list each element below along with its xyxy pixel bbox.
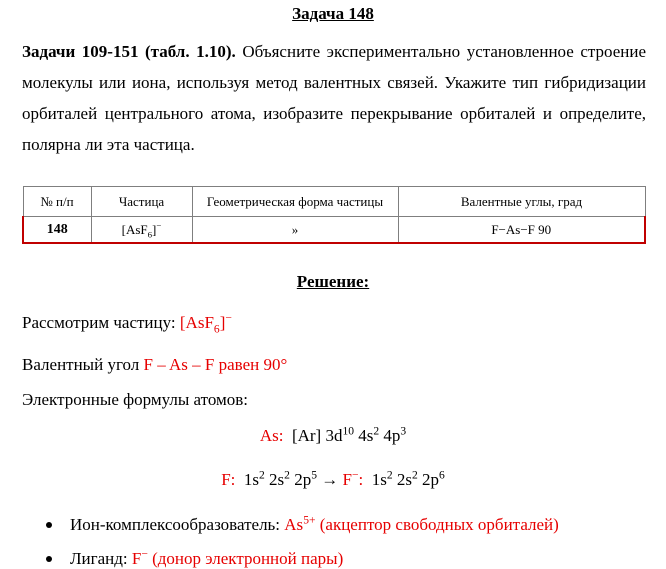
cell-angles: F−As−F 90 [398,217,645,244]
cell-number: 148 [23,217,91,244]
as-electron-formula: As: [Ar] $3d^{10}$ $4s^2$ $4p^3$ [259,424,407,445]
angle-line: Валентный угол F – As – F равен 90° [22,355,288,374]
task-body: Объясните экспериментально установленное строение молекулы или иона, используя метод валентных связей. Укажите тип гибридизации орбиталей центрального атома, изобразите перекрывание орбиталей и определите, полярна ли эта частица. [22,42,646,154]
bullet-icon [46,556,52,562]
table-header-row [23,187,645,217]
task-title: Задача 148 [292,4,374,23]
header-shape: Геометрическая форма частицы [192,187,398,217]
f-electron-formula: F: $1s^2$ $2s^2$ $2p^5 \to F^-$: $1s^2$ $2s^2$ $2p^6$ [221,468,445,489]
solution-heading: Решение: [296,272,370,291]
task-lead: Задачи 109-151 (табл. 1.10). [22,42,236,61]
cell-shape: » [192,217,398,244]
consider-line: Рассмотрим частицу: [AsF$_6$]− [22,311,232,336]
arrow-icon: → [316,470,343,489]
data-table [22,186,644,244]
cell-particle: [AsF$_6$]− [91,217,192,244]
task-statement [22,36,646,160]
bullet-icon [46,522,52,528]
particle-formula: [AsF$_6$]− [179,311,232,336]
header-angles: Валентные углы, град [398,187,645,217]
header-number: № п/п [23,187,91,217]
header-particle: Частица [91,187,192,217]
electronic-label: Электронные формулы атомов: [22,390,249,409]
table-row [23,217,645,244]
